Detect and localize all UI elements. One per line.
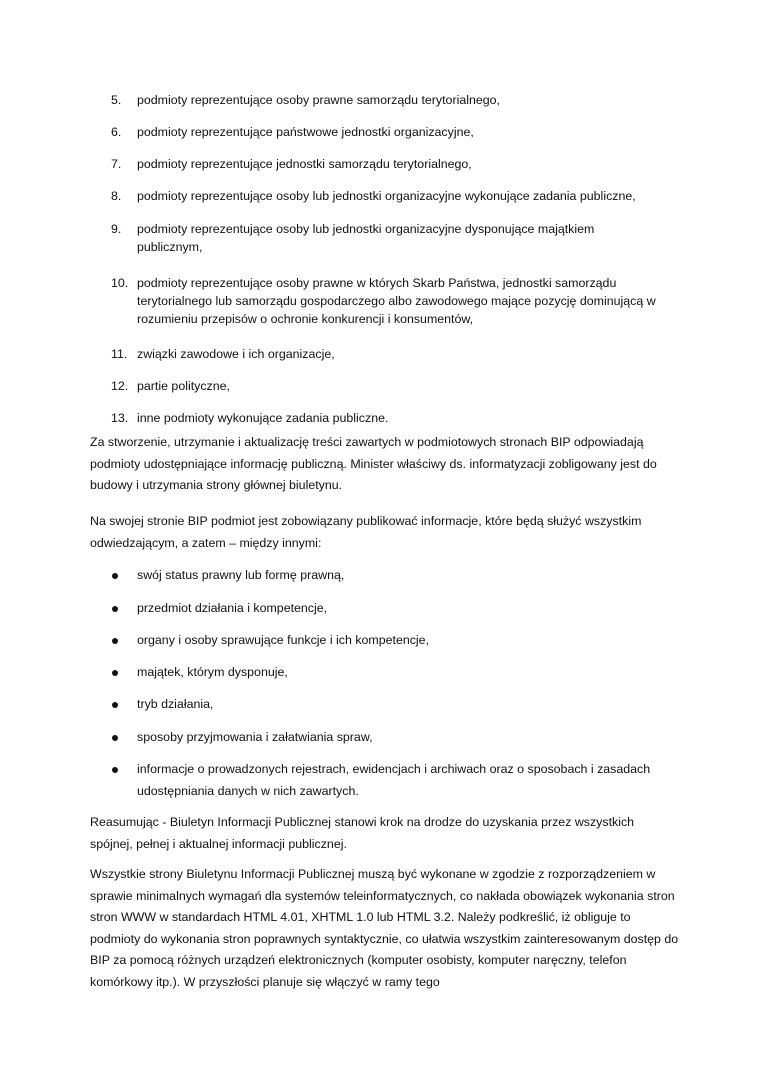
bullet-icon bbox=[112, 702, 118, 708]
bullet-text: informacje o prowadzonych rejestrach, ewidencjach i archiwach oraz o sposobach i zasadach udostępniania danych w nich zawartych. bbox=[137, 762, 651, 798]
list-item-number: 12. bbox=[111, 379, 129, 393]
bullet-text: tryb działania, bbox=[137, 697, 214, 711]
bullet-icon bbox=[112, 638, 118, 644]
bullet-text: swój status prawny lub formę prawną, bbox=[137, 568, 345, 582]
list-item bbox=[111, 274, 676, 328]
bullet-icon bbox=[112, 606, 118, 612]
list-item-text: podmioty reprezentujące osoby lub jednostki organizacyjne wykonujące zadania publiczne, bbox=[137, 189, 636, 203]
list-item-text: podmioty reprezentujące jednostki samorządu terytorialnego, bbox=[137, 157, 472, 171]
list-item-text: podmioty reprezentujące państwowe jednostki organizacyjne, bbox=[137, 125, 474, 139]
bullet-text: sposoby przyjmowania i załatwiania spraw, bbox=[137, 730, 373, 744]
bullet-item bbox=[112, 727, 672, 749]
list-item-number: 9. bbox=[111, 222, 122, 236]
bullet-text: przedmiot działania i kompetencje, bbox=[137, 601, 328, 615]
bullet-icon bbox=[112, 767, 118, 773]
list-item bbox=[111, 91, 671, 109]
list-item-number: 13. bbox=[111, 411, 129, 425]
list-item-text: podmioty reprezentujące osoby lub jednostki organizacyjne dysponujące majątkiem publicznym, bbox=[137, 222, 595, 254]
list-item-number: 11. bbox=[111, 347, 128, 361]
list-item-number: 7. bbox=[111, 157, 122, 171]
list-item-text: podmioty reprezentujące osoby prawne w których Skarb Państwa, jednostki samorządu terytorialnego lub samorządu gospodarczego albo zawodowego mające pozycję dominującą w rozumieniu przepisów o ochronie konkurencji i konsumentów, bbox=[137, 276, 656, 326]
list-item bbox=[111, 187, 681, 205]
bullet-icon bbox=[112, 735, 118, 741]
list-item-number: 5. bbox=[111, 93, 122, 107]
list-item-text: inne podmioty wykonujące zadania publiczne. bbox=[137, 411, 389, 425]
bullet-item bbox=[112, 565, 672, 587]
paragraph: Wszystkie strony Biuletynu Informacji Publicznej muszą być wykonane w zgodzie z rozporządzeniem w sprawie minimalnych wymagań dla systemów teleinformatycznych, co nakłada obowiązek wykonania stron stron WWW w standardach HTML 4.01, XHTML 1.0 lub HTML 3.2. Należy podkreślić, iż obliguje to podmioty do wykonania stron poprawnych syntaktycznie, co ułatwia wszystkim zainteresowanym dostęp do BIP za pomocą różnych urządzeń elektronicznych (komputer osobisty, komputer naręczny, telefon komórkowy itp.). W przyszłości planuje się włączyć w ramy tego bbox=[90, 867, 679, 989]
bullet-item bbox=[112, 662, 672, 684]
paragraph: Reasumując - Biuletyn Informacji Publicznej stanowi krok na drodze do uzyskania przez wszystkich spójnej, pełnej i aktualnej informacji publicznej. bbox=[90, 815, 635, 851]
bullet-icon bbox=[112, 573, 118, 579]
paragraph: Za stworzenie, utrzymanie i aktualizację treści zawartych w podmiotowych stronach BIP odpowiadają podmioty udostępniające informację publiczną. Minister właściwy ds. informatyzacji zobligowany jest do budowy i utrzymania strony głównej biuletynu. bbox=[90, 435, 657, 492]
list-item bbox=[111, 123, 671, 141]
bullet-item bbox=[112, 598, 672, 620]
bullet-text: majątek, którym dysponuje, bbox=[137, 665, 288, 679]
list-item bbox=[111, 377, 671, 395]
list-item bbox=[111, 345, 671, 363]
bullet-item bbox=[112, 694, 672, 716]
list-item bbox=[111, 220, 641, 256]
list-item bbox=[111, 409, 671, 427]
list-item-text: partie polityczne, bbox=[137, 379, 230, 393]
bullet-icon bbox=[112, 670, 118, 676]
list-item-text: podmioty reprezentujące osoby prawne samorządu terytorialnego, bbox=[137, 93, 500, 107]
bullet-item bbox=[112, 759, 672, 802]
list-item bbox=[111, 155, 671, 173]
list-item-number: 10. bbox=[111, 276, 129, 290]
list-item-number: 6. bbox=[111, 125, 122, 139]
list-item-text: związki zawodowe i ich organizacje, bbox=[137, 347, 335, 361]
bullet-item bbox=[112, 630, 672, 652]
paragraph: Na swojej stronie BIP podmiot jest zobowiązany publikować informacje, które będą służyć wszystkim odwiedzającym, a zatem – między innymi: bbox=[90, 514, 642, 550]
list-item-number: 8. bbox=[111, 189, 122, 203]
bullet-text: organy i osoby sprawujące funkcje i ich kompetencje, bbox=[137, 633, 430, 647]
